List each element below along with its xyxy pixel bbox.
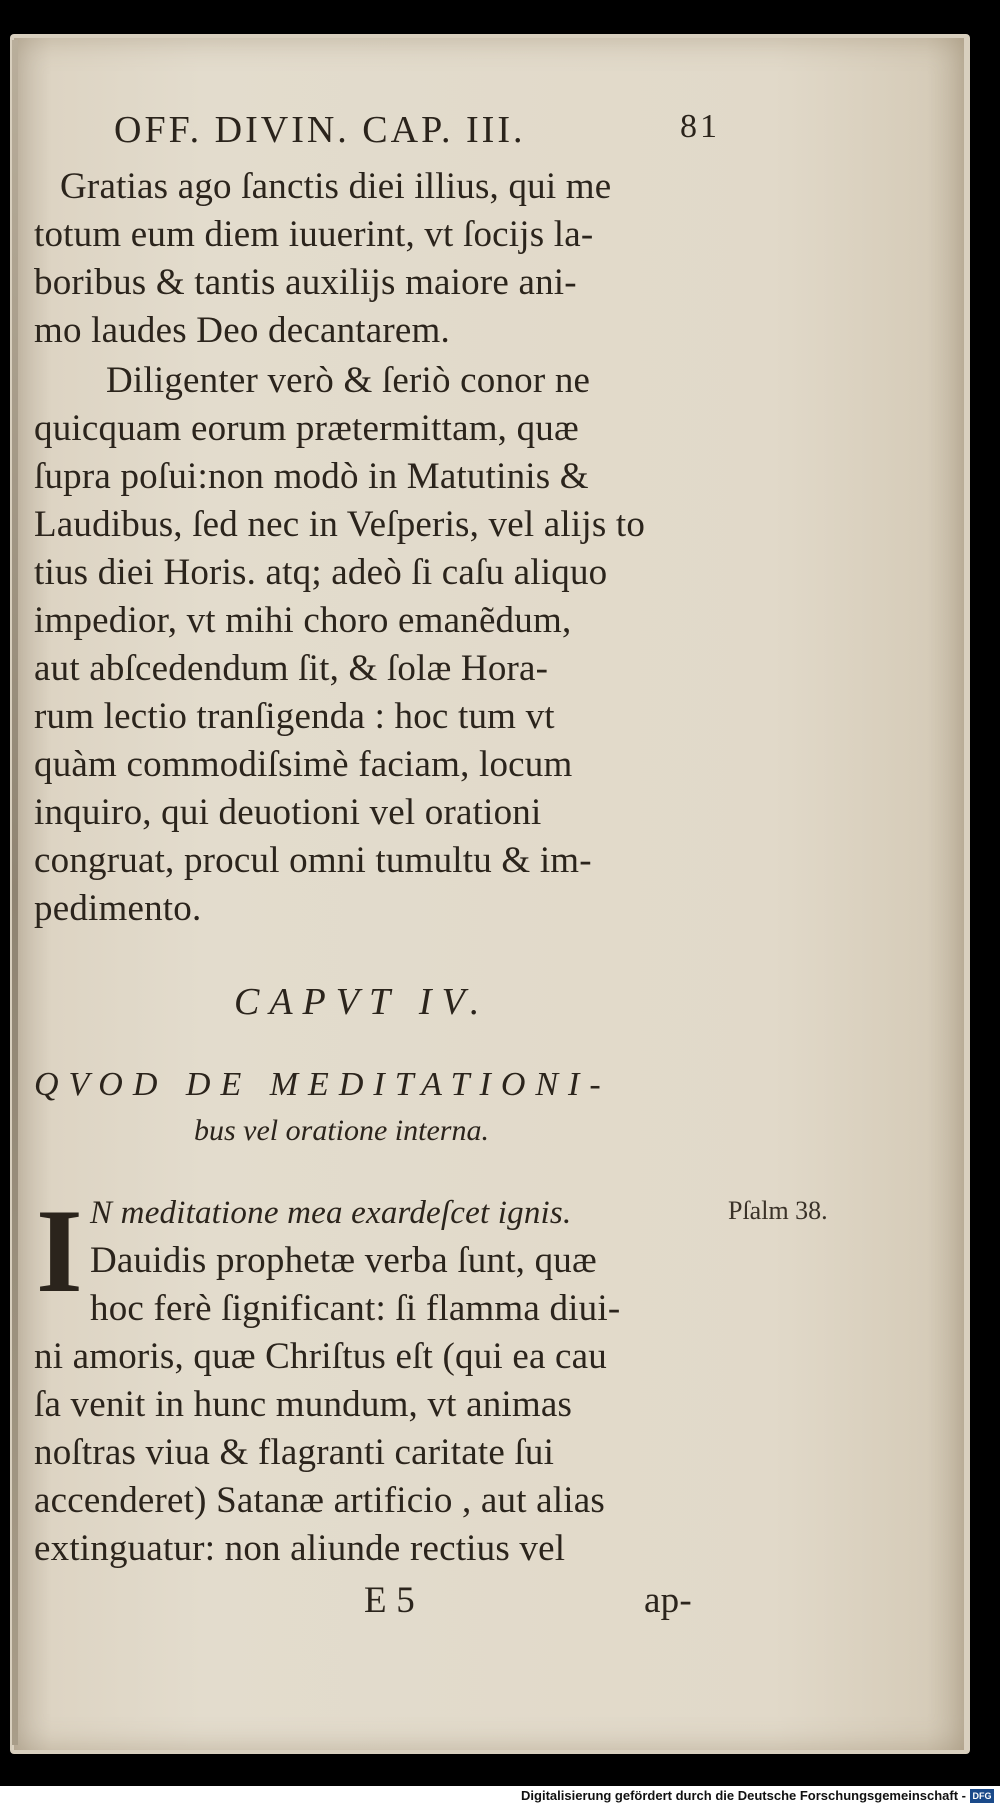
text-line: extinguatur: non aliunde rectius vel [34,1528,566,1569]
text-line: noſtras viua & flagranti caritate ſui [34,1432,555,1473]
page-number: 81 [680,108,720,145]
text-line: rum lectio tranſigenda : hoc tum vt [34,696,555,737]
text-line: Laudibus, ſed nec in Veſperis, vel alijs to [34,504,646,545]
text-line: ſupra poſui:non modò in Matutinis & [34,456,589,497]
text-line: aut abſcedendum ſit, & ſolæ Hora- [34,648,549,689]
chapter-subheading: QVOD DE MEDITATIONI- [34,1066,611,1103]
text-line: boribus & tantis auxilijs maiore ani- [34,262,577,303]
page-binding-edge [12,40,18,1745]
text-line: hoc ferè ſignificant: ſi flamma diui- [90,1288,621,1329]
text-line: totum eum diem iuuerint, vt ſocijs la- [34,214,594,255]
text-line: quàm commodiſsimè faciam, locum [34,744,573,785]
text-line: pedimento. [34,888,202,929]
credit-text: Digitalisierung gefördert durch die Deutsche Forschungsgemeinschaft - [521,1788,966,1803]
dfg-logo-icon: DFG [970,1789,994,1803]
text-line: Gratias ago ſanctis diei illius, qui me [60,166,612,207]
text-line: N meditatione mea exardeſcet ignis. [90,1195,572,1231]
chapter-heading: CAPVT IV. [234,981,490,1023]
running-title: OFF. DIVIN. CAP. III. [114,109,526,151]
drop-cap: I [36,1184,83,1317]
text-line: inquiro, qui deuotioni vel orationi [34,792,542,833]
text-line: ni amoris, quæ Chriſtus eſt (qui ea cau [34,1336,607,1377]
running-header [80,108,720,158]
text-line: mo laudes Deo decantarem. [34,310,450,351]
text-line: quicquam eorum prætermittam, quæ [34,408,579,449]
signature-mark: E 5 [364,1580,415,1621]
catchword: ap- [644,1580,692,1621]
text-line: tius diei Horis. atq; adeò ſi caſu aliquo [34,552,608,593]
text-line: impedior, vt mihi choro emanẽdum, [34,600,572,641]
text-line: congruat, procul omni tumultu & im- [34,840,592,881]
chapter-subheading: bus vel oratione interna. [194,1114,489,1147]
text-line: ſa venit in hunc mundum, vt animas [34,1384,573,1425]
text-line: Diligenter verò & ſeriò conor ne [106,360,591,401]
margin-note: Pſalm 38. [728,1196,828,1225]
text-line: accenderet) Satanæ artificio , aut alias [34,1480,605,1521]
text-line: Dauidis prophetæ verba ſunt, quæ [90,1240,597,1281]
